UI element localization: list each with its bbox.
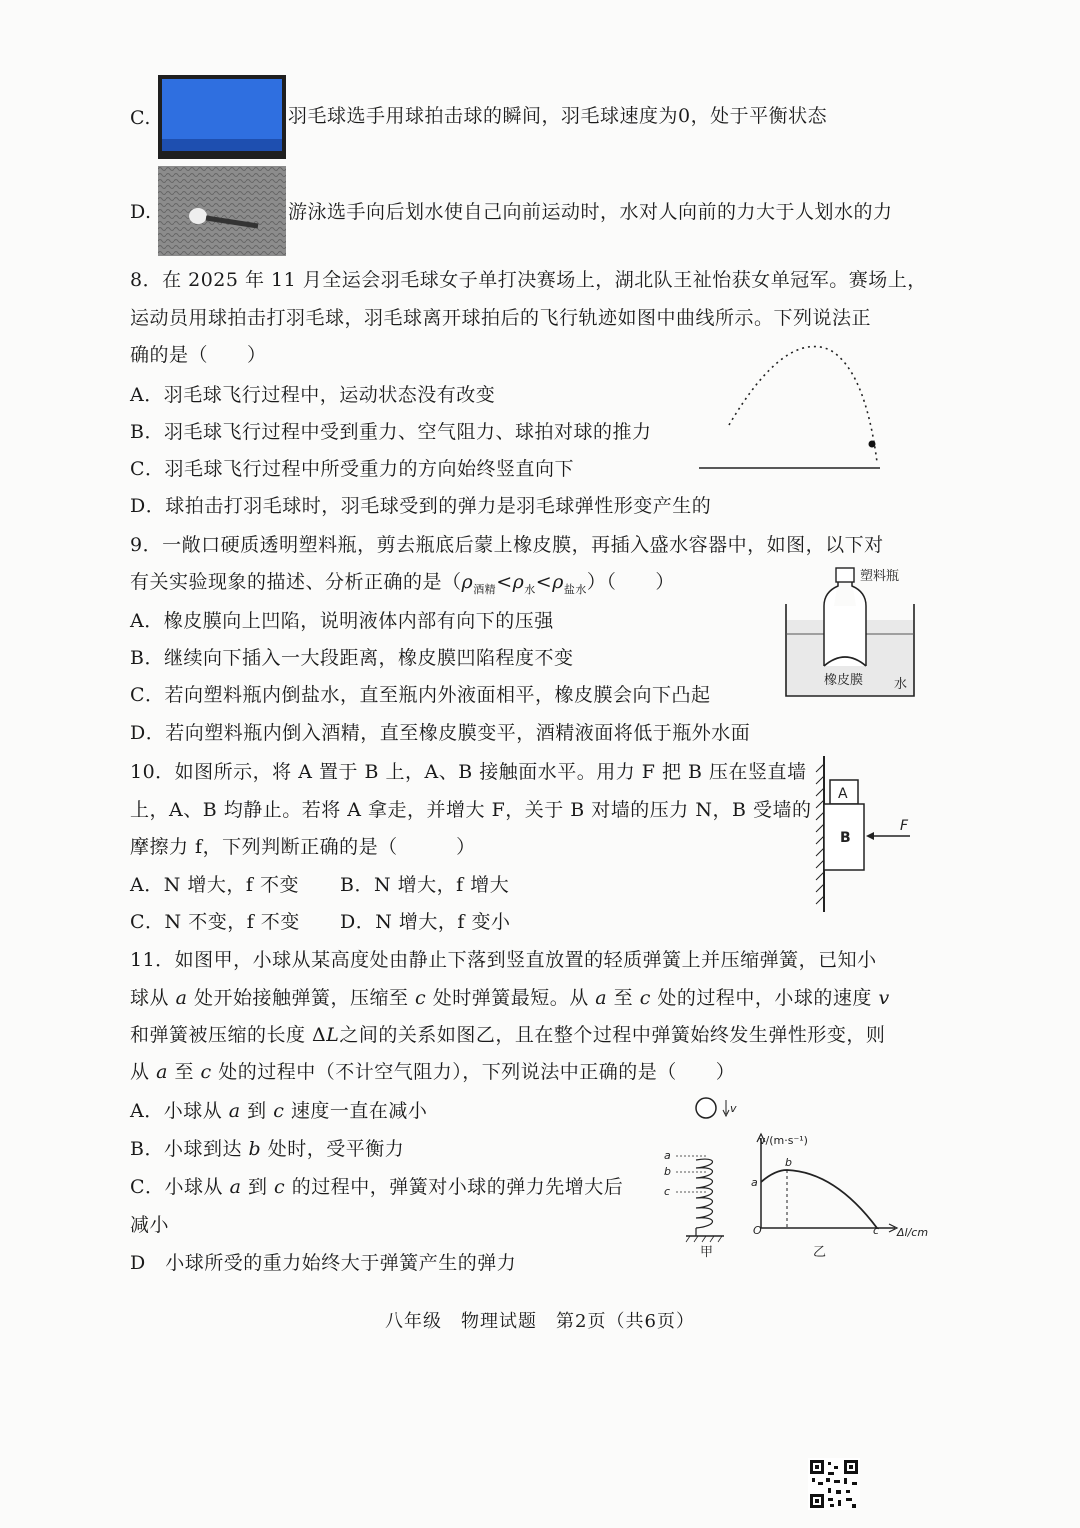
label-water: 水 xyxy=(894,677,908,692)
page-footer: 八年级 物理试题 第2页（共6页） xyxy=(385,1311,695,1332)
q11-stem-line3: 和弹簧被压缩的长度 ΔL之间的关系如图乙，且在整个过程中弹簧始终发生弹性形变，则 xyxy=(130,1024,886,1046)
svg-text:b: b xyxy=(664,1165,671,1178)
block-wall-figure xyxy=(810,754,920,916)
q10-stem-line2: 上，A、B 均静止。若将 A 拿走，并增大 F，关于 B 对墙的压力 N，B 受墙的 xyxy=(130,799,812,821)
q11-stem-line2: 球从 a 处开始接触弹簧，压缩至 c 处时弹簧最短。从 a 至 c 处的过程中，小球的速度 v xyxy=(130,987,890,1009)
svg-text:F: F xyxy=(900,818,909,834)
bottle-in-water-figure xyxy=(780,562,920,702)
svg-text:甲: 甲 xyxy=(700,1245,714,1260)
q7-d-text: 游泳选手向后划水使自己向前运动时，水对人向前的力大于人划水的力 xyxy=(288,201,893,223)
q10-stem-line1: 10．如图所示，将 A 置于 B 上，A、B 接触面水平。用力 F 把 B 压在竖直墙 xyxy=(130,761,807,783)
q9-option-a: A．橡皮膜向上凹陷，说明液体内部有向下的压强 xyxy=(130,610,554,632)
q8-option-d: D．球拍击打羽毛球时，羽毛球受到的弹力是羽毛球弹性形变产生的 xyxy=(130,495,712,517)
ball xyxy=(696,1098,716,1118)
q8-option-b: B．羽毛球飞行过程中受到重力、空气阻力、球拍对球的推力 xyxy=(130,421,652,443)
shuttlecock-dot xyxy=(869,441,876,448)
svg-text:O: O xyxy=(753,1224,762,1237)
q11-option-c-wrap: 减小 xyxy=(130,1214,170,1236)
svg-text:c: c xyxy=(873,1224,880,1237)
q11-stem-line4: 从 a 至 c 处的过程中（不计空气阻力），下列说法中正确的是（ ） xyxy=(130,1061,736,1083)
q8-stem-line2: 运动员用球拍击打羽毛球，羽毛球离开球拍后的飞行轨迹如图中曲线所示。下列说法正 xyxy=(130,307,872,329)
q8-option-a: A．羽毛球飞行过程中，运动状态没有改变 xyxy=(130,384,496,406)
q11-option-b: B．小球到达 b 处时，受平衡力 xyxy=(130,1138,405,1160)
svg-text:b: b xyxy=(785,1156,792,1169)
q9-option-d: D．若向塑料瓶内倒入酒精，直至橡皮膜变平，酒精液面将低于瓶外水面 xyxy=(130,722,751,744)
q10-option-d: D．N 增大，f 变小 xyxy=(340,911,511,933)
q9-stem-line1: 9．一敞口硬质透明塑料瓶，剪去瓶底后蒙上橡皮膜，再插入盛水容器中，如图，以下对 xyxy=(130,534,884,556)
label-membrane: 橡皮膜 xyxy=(824,673,864,688)
q9-option-c: C．若向塑料瓶内倒盐水，直至瓶内外液面相平，橡皮膜会向下凸起 xyxy=(130,684,711,706)
svg-text:B: B xyxy=(840,830,851,846)
q8-stem-line1: 8．在 2025 年 11 月全运会羽毛球女子单打决赛场上，湖北队王祉怡获女单冠军。赛场上， xyxy=(130,269,927,291)
q7-d-label: D. xyxy=(130,201,152,223)
q11-option-a: A．小球从 a 到 c 速度一直在减小 xyxy=(130,1100,428,1122)
svg-text:Δl/cm: Δl/cm xyxy=(897,1226,929,1239)
q10-option-c: C．N 不变，f 不变 xyxy=(130,911,300,933)
q11-option-d: D 小球所受的重力始终大于弹簧产生的弹力 xyxy=(130,1252,517,1274)
svg-text:a: a xyxy=(664,1149,671,1162)
label-bottle: 塑料瓶 xyxy=(860,569,900,584)
svg-text:乙: 乙 xyxy=(813,1245,827,1260)
badminton-photo xyxy=(158,75,286,159)
q8-option-c: C．羽毛球飞行过程中所受重力的方向始终竖直向下 xyxy=(130,458,575,480)
spring-ball-figure xyxy=(660,1094,750,1264)
qr-code[interactable] xyxy=(808,1458,860,1510)
q10-option-b: B．N 增大，f 增大 xyxy=(340,874,510,896)
q9-stem-line2: 有关实验现象的描述、分析正确的是$(\rho_{酒精}<\rho_水<\rho_{盐水})$（ ） xyxy=(130,571,675,596)
q7-c-label: C. xyxy=(130,107,151,129)
svg-text:v: v xyxy=(730,1102,737,1115)
q10-stem-line3: 摩擦力 f，下列判断正确的是（ ） xyxy=(130,836,476,858)
q9-option-b: B．继续向下插入一大段距离，橡皮膜凹陷程度不变 xyxy=(130,647,574,669)
velocity-curve xyxy=(761,1170,877,1228)
q11-option-c: C．小球从 a 到 c 的过程中，弹簧对小球的弹力先增大后 xyxy=(130,1176,624,1198)
trajectory-curve xyxy=(729,347,877,462)
velocity-compression-graph xyxy=(745,1130,935,1264)
q8-stem-line3: 确的是（ ） xyxy=(130,344,267,366)
q10-option-a: A．N 增大，f 不变 xyxy=(130,874,299,896)
q7-c-text: 羽毛球选手用球拍击球的瞬间，羽毛球速度为0，处于平衡状态 xyxy=(288,105,828,127)
q11-stem-line1: 11．如图甲，小球从某高度处由静止下落到竖直放置的轻质弹簧上并压缩弹簧，已知小 xyxy=(130,949,877,971)
svg-text:v/(m·s⁻¹): v/(m·s⁻¹) xyxy=(759,1134,808,1147)
svg-text:A: A xyxy=(838,786,848,802)
swimming-photo xyxy=(158,166,286,256)
shuttlecock-trajectory-figure xyxy=(695,340,895,475)
svg-text:c: c xyxy=(664,1185,671,1198)
svg-text:a: a xyxy=(751,1176,758,1189)
